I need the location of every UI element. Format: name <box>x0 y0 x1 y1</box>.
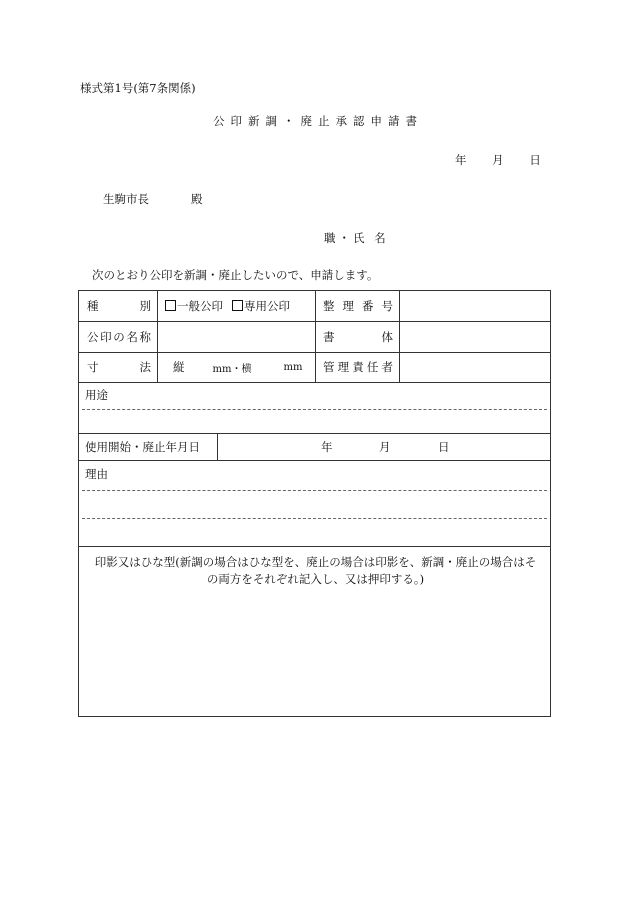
size-vertical-label: 縦 <box>173 360 185 374</box>
addressee <box>103 191 203 207</box>
application-form-table <box>78 290 551 717</box>
manager-field[interactable] <box>399 352 552 382</box>
date-year-label: 年 <box>321 439 333 454</box>
intro-text: 次のとおり公印を新調・廃止したいので、申請します。 <box>92 268 379 282</box>
size-field[interactable] <box>157 352 315 382</box>
seal-type-options <box>157 291 315 321</box>
general-seal-option[interactable]: 一般公印 <box>165 298 223 314</box>
addressee-name: 生駒市長 <box>103 192 149 206</box>
form-number: 様式第1号(第7条関係) <box>80 81 196 95</box>
date-month-label: 月 <box>492 153 504 167</box>
dedicated-seal-checkbox[interactable] <box>232 300 243 311</box>
manager-label: 管 理 責 任 者 <box>323 360 393 374</box>
date-month-label: 月 <box>379 439 391 454</box>
usage-label: 用途 <box>85 388 108 402</box>
size-mm-separator: mm・横 <box>212 363 252 375</box>
seal-name-label: 公 印 の 名 称 <box>87 329 151 344</box>
addressee-honorific: 殿 <box>191 192 203 206</box>
date-year-label: 年 <box>455 153 467 167</box>
date-day-label: 日 <box>529 153 541 167</box>
document-title: 公印新調・廃止承認申請書 <box>213 114 423 128</box>
start-end-date-label: 使用開始・廃止年月日 <box>85 439 200 454</box>
dashed-divider <box>82 409 547 410</box>
reg-number-field[interactable] <box>399 291 552 321</box>
type-label: 種 別 <box>87 299 151 313</box>
seal-impression-note: 印影又はひな型(新調の場合はひな型を、廃止の場合は印影を、新調・廃止の場合はそ の両方をそれぞれ記入し、又は押印する。) <box>94 555 537 586</box>
usage-field[interactable] <box>79 411 552 433</box>
reason-field[interactable] <box>79 491 552 546</box>
seal-name-field[interactable] <box>157 321 315 352</box>
seal-impression-area[interactable] <box>79 546 552 716</box>
size-mm-unit: mm <box>283 361 303 373</box>
dedicated-seal-option[interactable]: 専用公印 <box>232 298 290 314</box>
size-label: 寸 法 <box>87 360 151 374</box>
application-date <box>455 152 541 168</box>
reg-number-label: 整 理 番 号 <box>323 299 393 313</box>
start-end-date-field[interactable] <box>217 433 552 460</box>
font-label: 書 体 <box>323 329 393 344</box>
font-field[interactable] <box>399 321 552 352</box>
general-seal-checkbox[interactable] <box>165 300 176 311</box>
reason-label: 理由 <box>85 467 108 481</box>
date-day-label: 日 <box>438 439 450 454</box>
applicant-label: 職・氏 名 <box>324 231 389 245</box>
